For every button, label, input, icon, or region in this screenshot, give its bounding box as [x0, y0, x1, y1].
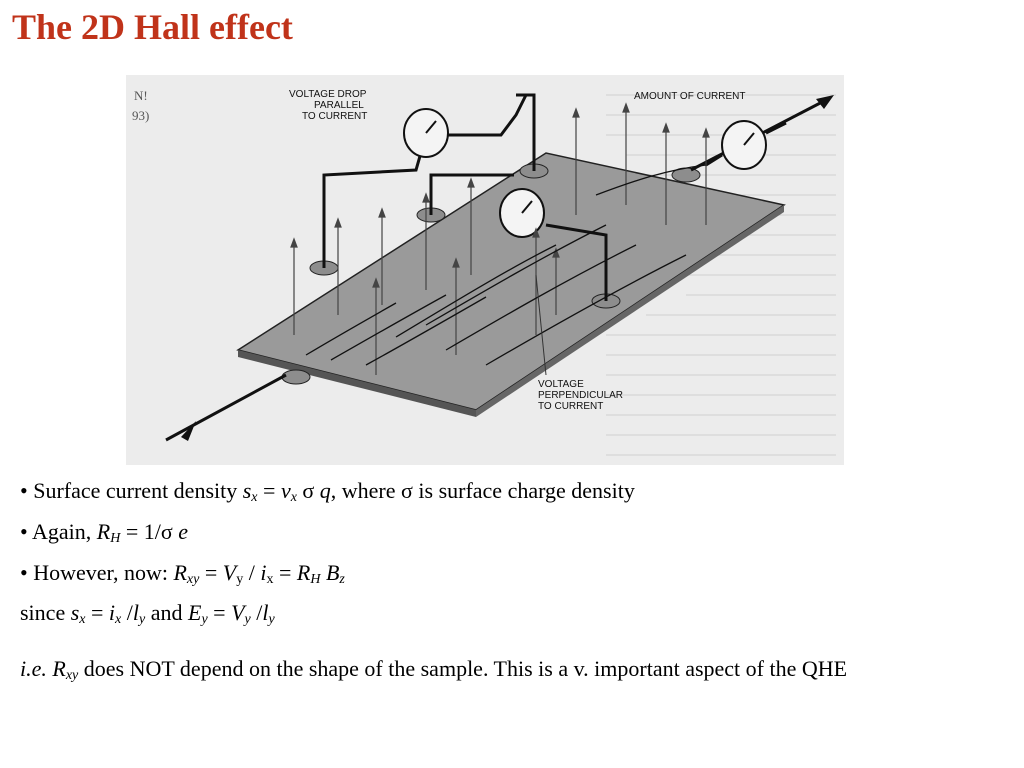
bullet-however: • However, now: $R_{xy} = V_y / i_x = R_H$ $B_z$	[20, 560, 345, 587]
label-voltage-parallel: VOLTAGE DROP	[289, 89, 367, 100]
bullet-again: • Again, $R_H = 1/\sigma$ e	[20, 519, 188, 546]
label-voltage-parallel: PARALLEL	[314, 100, 364, 111]
label-voltage-perpendicular: TO CURRENT	[538, 401, 604, 412]
voltmeter-parallel	[404, 109, 448, 157]
slide-title: The 2D Hall effect	[12, 7, 293, 47]
label-voltage-perpendicular: PERPENDICULAR	[538, 390, 624, 401]
contact-pad	[282, 370, 310, 384]
since-line: since $s_x = i_x$ $/l_y$ and $E_y = V_y$ $/l_y$	[20, 600, 275, 627]
ammeter	[722, 121, 766, 169]
label-amount-current: AMOUNT OF CURRENT	[634, 91, 746, 102]
voltmeter-perpendicular	[500, 189, 544, 237]
margin-note: N!	[134, 88, 148, 103]
margin-note: 93)	[132, 108, 150, 123]
label-voltage-perpendicular: VOLTAGE	[538, 379, 584, 390]
bullet-list	[20, 474, 1010, 597]
hall-effect-figure	[126, 75, 844, 465]
conclusion-text: i.e. $R_{xy}$ does NOT depend on the shape of the sample. This is a v. important aspect of the QHE	[20, 656, 848, 683]
bullet-surface-current: • Surface current density $s_x = v_x$ σ q, where σ is surface charge density	[20, 478, 635, 505]
label-voltage-parallel: TO CURRENT	[302, 111, 368, 122]
